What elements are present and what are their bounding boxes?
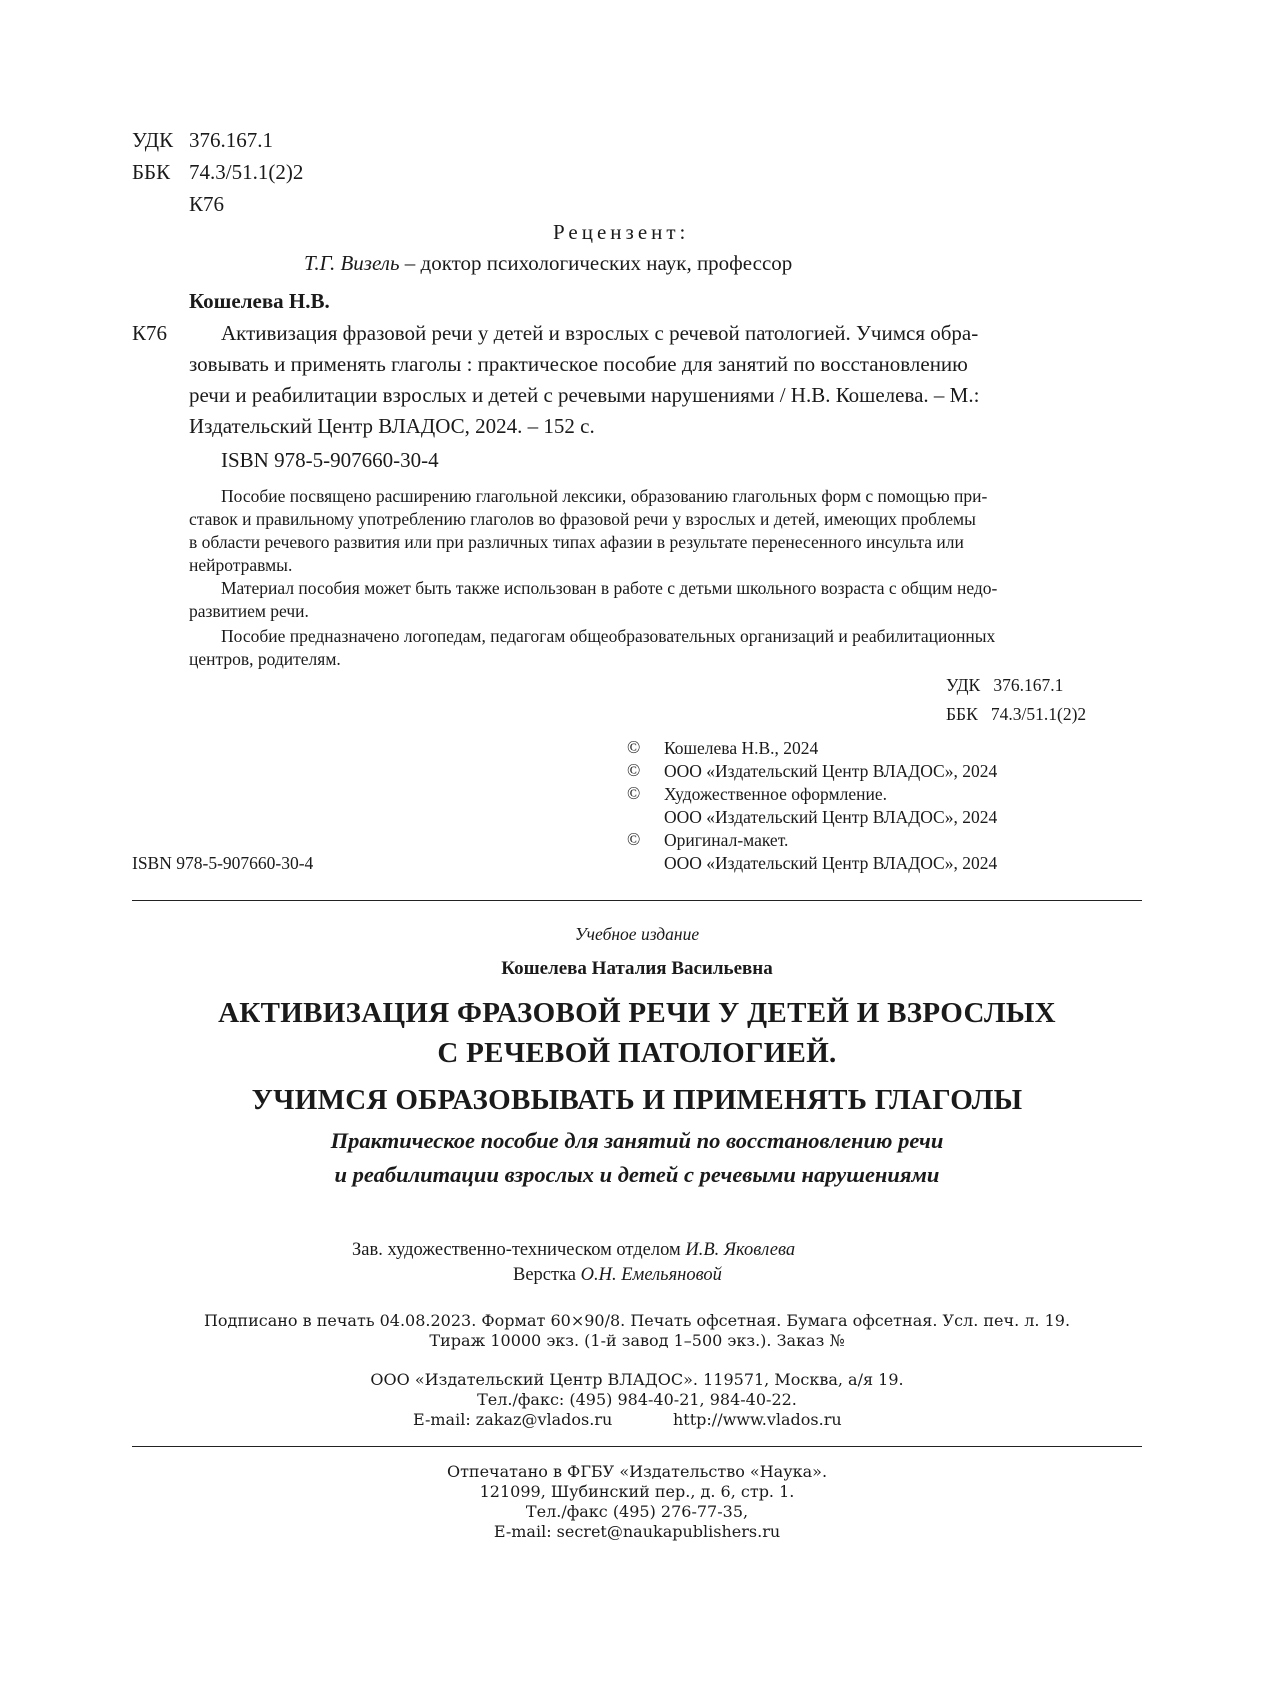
catalog-entry-line-3: речи и реабилитации взрослых и детей с речевыми нарушениями / Н.В. Кошелева. – М.: xyxy=(189,383,980,407)
copyright-line-2: ООО «Издательский Центр ВЛАДОС», 2024 xyxy=(664,761,998,781)
abstract-p2-line-2: развитием речи. xyxy=(189,601,309,621)
book-subtitle-line-1: Практическое пособие для занятий по восстановлению речи xyxy=(330,1128,944,1153)
catalog-entry-line-4: Издательский Центр ВЛАДОС, 2024. – 152 с. xyxy=(189,414,595,438)
staff-line-2 xyxy=(513,1263,722,1287)
publisher-website: http://www.vlados.ru xyxy=(673,1410,842,1429)
copyright-symbol: © xyxy=(627,737,641,757)
reviewer-heading: Рецензент: xyxy=(553,220,690,244)
copyright-symbol: © xyxy=(627,829,641,849)
staff-1-name: И.В. Яковлева xyxy=(685,1240,796,1260)
catalog-author: Кошелева Н.В. xyxy=(189,289,330,313)
abstract-p1-line-2: ставок и правильному употреблению глаголов во фразовой речи у взрослых и детей, имеющих проблемы xyxy=(189,509,976,529)
copyright-line-4a: Оригинал-макет. xyxy=(664,830,789,850)
copyright-symbol: © xyxy=(627,760,641,780)
copyright-symbol: © xyxy=(627,783,641,803)
udk-label: УДК xyxy=(132,128,174,152)
print-info-line-1: Подписано в печать 04.08.2023. Формат 60×90/8. Печать офсетная. Бумага офсетная. Усл. печ. л. 19. xyxy=(203,1311,1071,1330)
publisher-email: E-mail: zakaz@vlados.ru xyxy=(413,1410,613,1429)
abstract-p3-line-1: Пособие предназначено логопедам, педагогам общеобразовательных организаций и реабилитационных xyxy=(221,626,996,646)
staff-1-role: Зав. художественно-техническом отделом xyxy=(352,1240,686,1260)
publisher-line-2: Тел./факс: (495) 984-40-21, 984-40-22. xyxy=(477,1390,797,1409)
isbn-bottom: ISBN 978-5-907660-30-4 xyxy=(132,853,314,873)
copyright-line-3a: Художественное оформление. xyxy=(664,784,887,804)
reviewer-line xyxy=(304,247,792,279)
udk-value: 376.167.1 xyxy=(189,128,273,152)
divider xyxy=(132,1446,1142,1447)
abstract-p1-line-1: Пособие посвящено расширению глагольной лексики, образованию глагольных форм с помощью при- xyxy=(221,486,988,506)
reviewer-description: – доктор психологических наук, профессор xyxy=(399,251,793,275)
reviewer-name: Т.Г. Визель xyxy=(304,251,400,275)
printer-line-4: E-mail: secret@naukapublishers.ru xyxy=(493,1522,781,1541)
printer-line-1: Отпечатано в ФГБУ «Издательство «Наука». xyxy=(446,1462,828,1481)
printer-line-2: 121099, Шубинский пер., д. 6, стр. 1. xyxy=(479,1482,795,1501)
book-subtitle-line-2: и реабилитации взрослых и детей с речевыми нарушениями xyxy=(334,1162,940,1187)
right-udk: УДК 376.167.1 xyxy=(946,675,1064,695)
book-title-line-1: АКТИВИЗАЦИЯ ФРАЗОВОЙ РЕЧИ У ДЕТЕЙ И ВЗРОСЛЫХ xyxy=(218,997,1056,1029)
printer-line-3: Тел./факс (495) 276-77-35, xyxy=(525,1502,749,1521)
copyright-line-3b: ООО «Издательский Центр ВЛАДОС», 2024 xyxy=(664,807,998,827)
divider xyxy=(132,900,1142,901)
bbk-label: ББК xyxy=(132,160,171,184)
abstract-p2-line-1: Материал пособия может быть также использован в работе с детьми школьного возраста с общим недо- xyxy=(221,578,998,598)
print-info-line-2: Тираж 10000 экз. (1-й завод 1–500 экз.). Заказ № xyxy=(429,1331,845,1350)
staff-2-name: О.Н. Емельяновой xyxy=(580,1265,722,1285)
staff-2-role: Верстка xyxy=(513,1265,581,1285)
staff-line-1 xyxy=(352,1238,795,1262)
catalog-entry-line-2: зовывать и применять глаголы : практическое пособие для занятий по восстановлению xyxy=(189,352,968,376)
book-title-line-2: С РЕЧЕВОЙ ПАТОЛОГИЕЙ. xyxy=(437,1037,837,1069)
copyright-line-4b: ООО «Издательский Центр ВЛАДОС», 2024 xyxy=(664,853,998,873)
catalog-entry-line-1: Активизация фразовой речи у детей и взрослых с речевой патологией. Учимся обра- xyxy=(221,321,979,345)
bbk-value: 74.3/51.1(2)2 xyxy=(189,160,304,184)
author-mark: К76 xyxy=(189,192,225,216)
abstract-p1-line-4: нейротравмы. xyxy=(189,555,293,575)
copyright-line-1: Кошелева Н.В., 2024 xyxy=(664,738,819,758)
catalog-mark: К76 xyxy=(132,321,168,345)
edition-type: Учебное издание xyxy=(574,924,700,944)
right-bbk: ББК 74.3/51.1(2)2 xyxy=(946,704,1087,724)
publisher-line-1: ООО «Издательский Центр ВЛАДОС». 119571, Москва, а/я 19. xyxy=(370,1370,904,1389)
book-title-line-3: УЧИМСЯ ОБРАЗОВЫВАТЬ И ПРИМЕНЯТЬ ГЛАГОЛЫ xyxy=(251,1084,1023,1116)
abstract-p3-line-2: центров, родителям. xyxy=(189,649,341,669)
catalog-isbn: ISBN 978-5-907660-30-4 xyxy=(221,448,439,472)
abstract-p1-line-3: в области речевого развития или при различных типах афазии в результате перенесенного инсульта или xyxy=(189,532,964,552)
author-full-name: Кошелева Наталия Васильевна xyxy=(501,958,773,979)
